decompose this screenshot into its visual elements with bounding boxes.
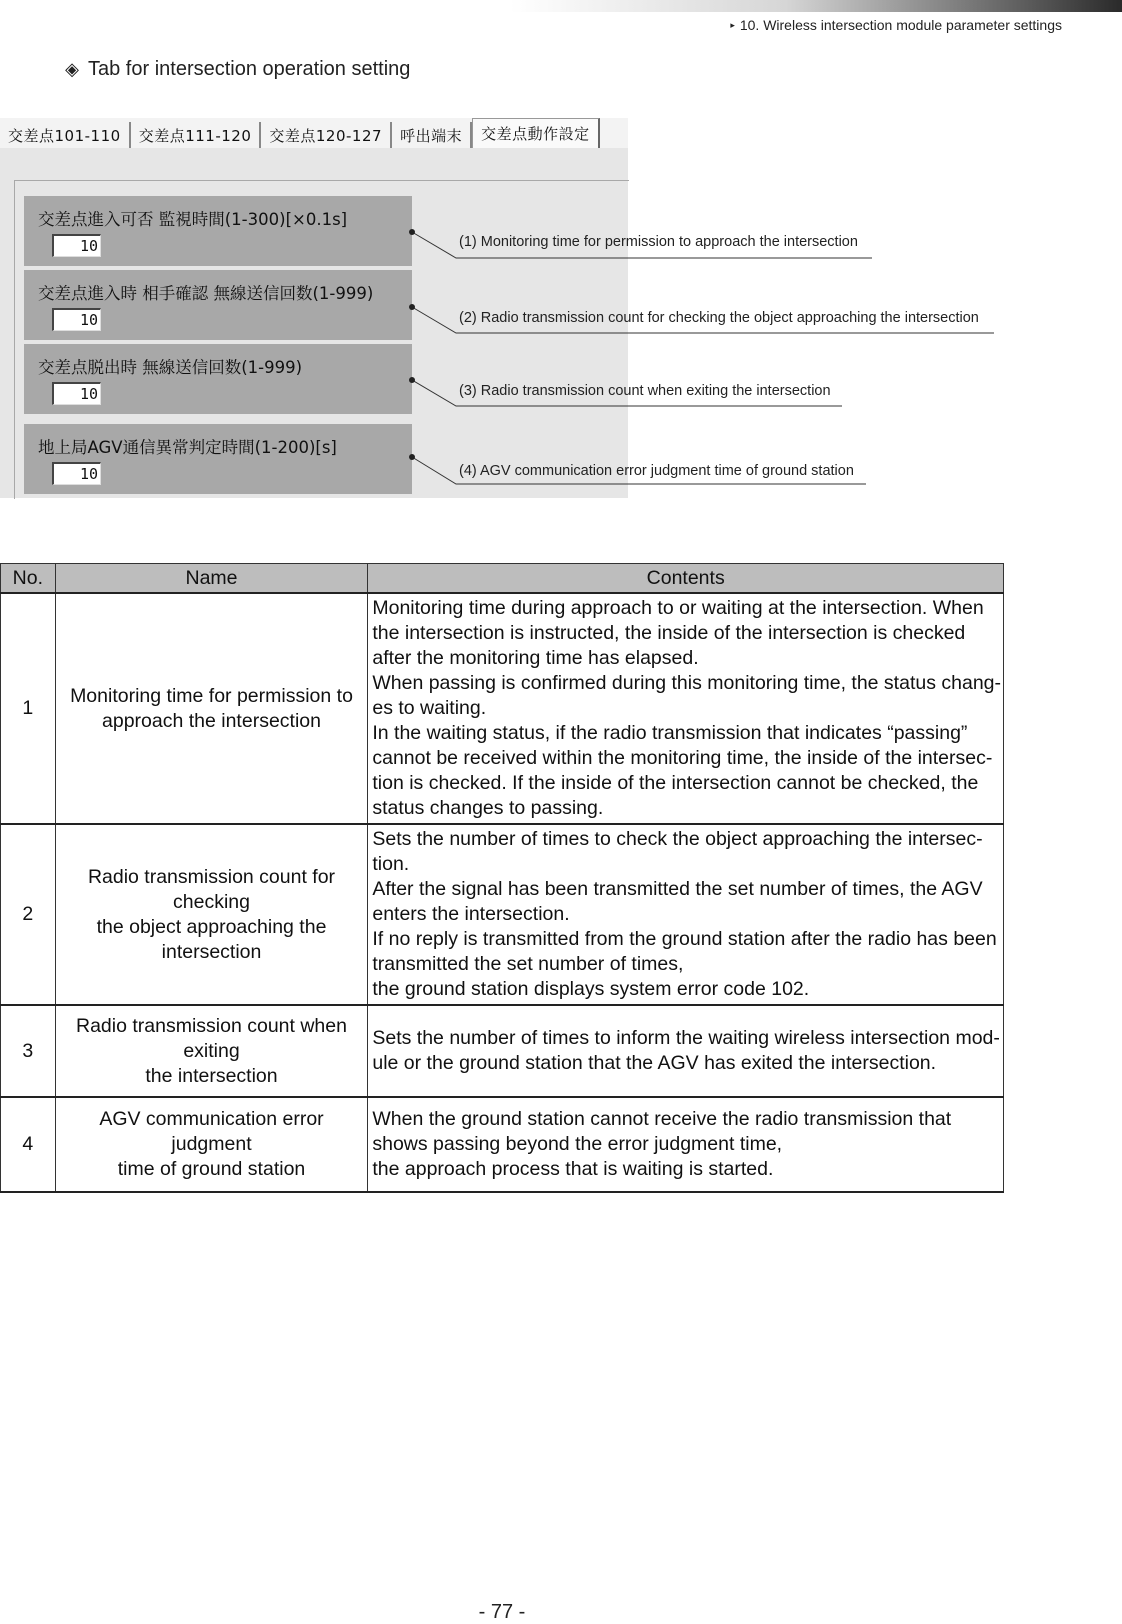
section-heading-text: Tab for intersection operation setting: [88, 58, 411, 80]
content-line: es to waiting.: [372, 697, 487, 719]
content-line: tion is checked. If the inside of the intersection cannot be checked, the: [372, 772, 979, 794]
tab-call-terminal[interactable]: 呼出端末: [392, 122, 472, 148]
triangle-bullet-icon: ▸: [730, 20, 735, 30]
content-line: After the signal has been transmitted the set number of times, the AGV: [372, 878, 983, 900]
tab-intersection-120-127[interactable]: 交差点120-127: [261, 122, 392, 148]
content-line: Sets the number of times to check the object approaching the intersec-: [372, 828, 983, 850]
param-label-monitoring-time: 交差点進入可否 監視時間(1-300)[×0.1s]: [38, 210, 348, 229]
agv-error-time-input[interactable]: 10: [52, 462, 101, 485]
content-line: Sets the number of times to inform the waiting wireless intersection mod-: [372, 1027, 1000, 1049]
row-name: [55, 1097, 368, 1192]
content-line: after the monitoring time has elapsed.: [372, 647, 699, 669]
exit-tx-count-input[interactable]: 10: [52, 382, 101, 405]
row-name-line: the object approaching the intersection: [96, 915, 327, 963]
section-heading: [62, 58, 410, 81]
row-no: 1: [1, 593, 56, 824]
row-no: 3: [1, 1005, 56, 1097]
content-line: the intersection is instructed, the inside of the intersection is checked: [372, 622, 966, 644]
content-line: tion.: [372, 853, 410, 875]
callout-text-2: (2) Radio transmission count for checking the object approaching the intersection: [459, 310, 979, 326]
content-line: the approach process that is waiting is started.: [372, 1158, 774, 1180]
table-header-row: [1, 564, 1004, 594]
row-name-line: AGV communication error judgment: [99, 1108, 324, 1155]
table-row: [1, 593, 1004, 824]
content-line: enters the intersection.: [372, 903, 570, 925]
row-name-line: the intersection: [145, 1064, 278, 1087]
tab-intersection-101-110[interactable]: 交差点101-110: [0, 122, 131, 148]
param-box-agv-error-time: [24, 424, 412, 494]
content-line: shows passing beyond the error judgment time,: [372, 1133, 783, 1155]
approach-tx-count-input[interactable]: 10: [52, 308, 101, 331]
header-name: Name: [55, 564, 368, 594]
row-no: 2: [1, 824, 56, 1005]
row-name-line: Monitoring time for permission to: [70, 684, 353, 707]
param-box-approach-tx-count: [24, 270, 412, 340]
content-line: Monitoring time during approach to or waiting at the intersection. When: [372, 597, 984, 619]
row-name: [55, 1005, 368, 1097]
content-line: When passing is confirmed during this monitoring time, the status chang-: [372, 672, 1001, 694]
diamond-bullet-icon: ◈: [65, 59, 79, 79]
tab-bar: [0, 118, 628, 148]
table-row: [1, 824, 1004, 1005]
page-number: - 77 -: [478, 1601, 526, 1623]
parameter-table: [0, 563, 1004, 1193]
callout-text-1: (1) Monitoring time for permission to approach the intersection: [459, 234, 858, 250]
tab-intersection-operation-setting[interactable]: 交差点動作設定: [472, 118, 600, 148]
content-line: In the waiting status, if the radio transmission that indicates “passing”: [372, 722, 968, 744]
header-no: No.: [1, 564, 56, 594]
header-gradient-bar: [510, 0, 1122, 12]
row-contents: [368, 1097, 1004, 1192]
callout-text-4: (4) AGV communication error judgment time of ground station: [459, 463, 854, 479]
row-contents: [368, 593, 1004, 824]
content-line: cannot be received within the monitoring time, the inside of the intersec-: [372, 747, 993, 769]
content-line: When the ground station cannot receive the radio transmission that: [372, 1108, 952, 1130]
row-name-line: approach the intersection: [102, 709, 321, 732]
row-name: [55, 824, 368, 1005]
row-contents: [368, 824, 1004, 1005]
content-line: status changes to passing.: [372, 797, 604, 819]
content-line: transmitted the set number of times,: [372, 953, 684, 975]
settings-screenshot: [0, 118, 628, 498]
chapter-reference: [730, 17, 1062, 33]
row-no: 4: [1, 1097, 56, 1192]
header-contents: Contents: [368, 564, 1004, 594]
tab-intersection-111-120[interactable]: 交差点111-120: [131, 122, 262, 148]
content-line: If no reply is transmitted from the ground station after the radio has been: [372, 928, 997, 950]
row-name-line: Radio transmission count when exiting: [76, 1014, 347, 1062]
row-name: [55, 593, 368, 824]
callout-text-3: (3) Radio transmission count when exiting the intersection: [459, 383, 831, 399]
table-row: [1, 1097, 1004, 1192]
param-label-exit-tx-count: 交差点脱出時 無線送信回数(1-999): [38, 358, 303, 377]
row-name-line: Radio transmission count for checking: [87, 865, 336, 913]
table-row: [1, 1005, 1004, 1097]
row-name-line: time of ground station: [117, 1158, 306, 1180]
row-contents: [368, 1005, 1004, 1097]
param-label-approach-tx-count: 交差点進入時 相手確認 無線送信回数(1-999): [38, 284, 374, 303]
chapter-reference-text: 10. Wireless intersection module parameter settings: [739, 17, 1062, 33]
content-line: ule or the ground station that the AGV has exited the intersection.: [372, 1052, 937, 1074]
content-line: the ground station displays system error code 102.: [372, 978, 810, 1000]
param-box-exit-tx-count: [24, 344, 412, 414]
monitoring-time-input[interactable]: 10: [52, 234, 101, 257]
param-label-agv-error-time: 地上局AGV通信異常判定時間(1-200)[s]: [38, 438, 337, 457]
param-box-monitoring-time: [24, 196, 412, 266]
